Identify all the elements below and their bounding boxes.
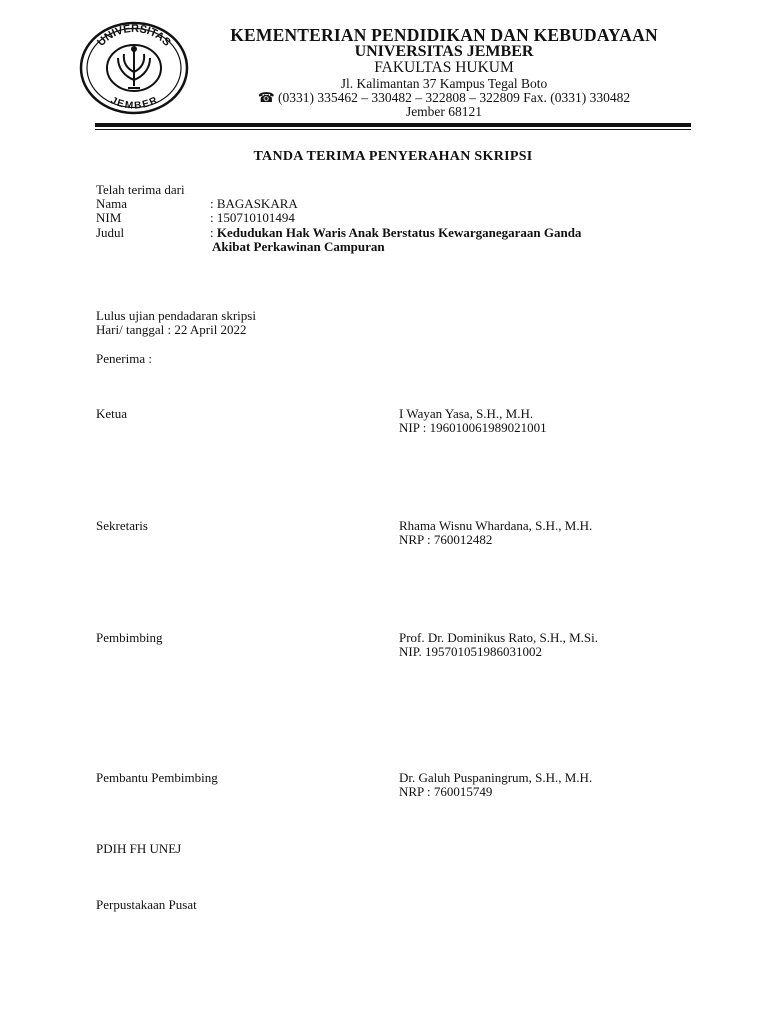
signatory-name: Rhama Wisnu Whardana, S.H., M.H. bbox=[399, 518, 593, 533]
recipient-pdih: PDIH FH UNEJ bbox=[96, 841, 182, 856]
logo-bottom-text: JEMBER bbox=[108, 95, 160, 112]
field-value-nama: : BAGASKARA bbox=[210, 196, 298, 211]
document-title: TANDA TERIMA PENYERAHAN SKRIPSI bbox=[253, 149, 533, 164]
field-value-nim: : 150710101494 bbox=[210, 210, 295, 225]
thesis-title-line2: Akibat Perkawinan Campuran bbox=[212, 239, 385, 254]
signatory-name: I Wayan Yasa, S.H., M.H. bbox=[399, 406, 534, 421]
signatory-role: Pembimbing bbox=[96, 630, 163, 645]
field-label-nim: NIM bbox=[96, 210, 122, 225]
signatory-id: NRP : 760015749 bbox=[399, 784, 493, 799]
phone-numbers: (0331) 335462 – 330482 – 322808 – 322809 Fax. (0331) 330482 bbox=[274, 90, 631, 105]
university-logo bbox=[78, 20, 190, 116]
signatory-id: NIP : 196010061989021001 bbox=[399, 420, 547, 435]
university-name: UNIVERSITAS JEMBER bbox=[354, 43, 534, 60]
judul-prefix: : bbox=[210, 225, 217, 240]
letterhead-divider-thick bbox=[95, 123, 691, 127]
faculty-name: FAKULTAS HUKUM bbox=[374, 59, 514, 76]
exam-date-line: Hari/ tanggal : 22 April 2022 bbox=[96, 322, 247, 337]
signatory-role: Pembantu Pembimbing bbox=[96, 770, 218, 785]
signatory-name: Prof. Dr. Dominikus Rato, S.H., M.Si. bbox=[399, 630, 598, 645]
signatory-name: Dr. Galuh Puspaningrum, S.H., M.H. bbox=[399, 770, 593, 785]
address-line: Jl. Kalimantan 37 Kampus Tegal Boto bbox=[340, 76, 548, 91]
ministry-name: KEMENTERIAN PENDIDIKAN DAN KEBUDAYAAN bbox=[230, 25, 658, 45]
signatory-id: NIP. 195701051986031002 bbox=[399, 644, 543, 659]
letterhead-divider-thin bbox=[95, 129, 691, 130]
city-line: Jember 68121 bbox=[405, 104, 483, 119]
telephone-icon: ☎ bbox=[257, 90, 275, 105]
logo-top-text: UNIVERSITAS bbox=[95, 22, 173, 49]
field-value-judul bbox=[210, 225, 581, 240]
signatory-role: Ketua bbox=[96, 406, 128, 421]
recipient-library: Perpustakaan Pusat bbox=[96, 897, 197, 912]
field-label-judul: Judul bbox=[96, 225, 125, 240]
signatory-role: Sekretaris bbox=[96, 518, 148, 533]
exam-line-1: Lulus ujian pendadaran skripsi bbox=[96, 308, 256, 323]
recipients-label: Penerima : bbox=[96, 351, 152, 366]
field-label-nama: Nama bbox=[96, 196, 128, 211]
signatory-id: NRP : 760012482 bbox=[399, 532, 493, 547]
svg-text:JEMBER bbox=[109, 95, 160, 112]
thesis-title-line1: Kedudukan Hak Waris Anak Berstatus Kewarganegaraan Ganda bbox=[216, 225, 582, 240]
receipt-intro: Telah terima dari bbox=[96, 182, 185, 197]
